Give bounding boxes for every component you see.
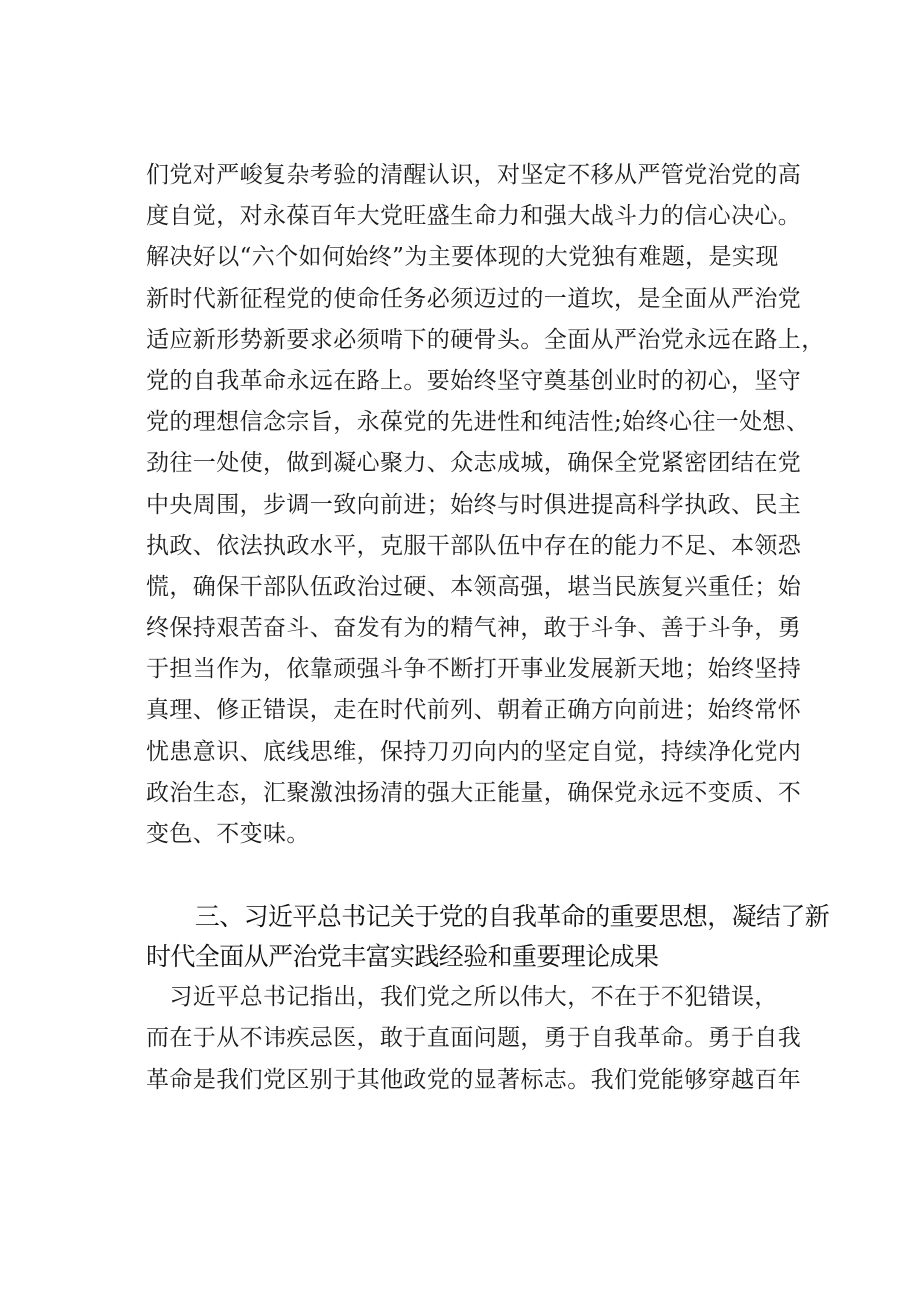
text-line: 慌，确保干部队伍政治过硬、本领高强，堪当民族复兴重任；始 [146,573,802,600]
paragraph-continued [146,155,825,855]
text-line: 终保持艰苦奋斗、奋发有为的精气神，敢于斗争、善于斗争，勇 [146,615,802,642]
text-line: 变色、不变味。 [146,821,310,847]
text-line: 执政、依法执政水平，克服干部队伍中存在的能力不足、本领恐 [146,532,802,559]
text-line: 而在于从不讳疾忌医，敢于直面问题，勇于自我革命。勇于自我 [146,1025,802,1052]
text-line: 新时代新征程党的使命任务必须迈过的一道坎，是全面从严治党 [146,285,802,312]
heading-line: 时代全面从严治党丰富实践经验和重要理论成果 [146,942,659,971]
text-line: 于担当作为，依靠顽强斗争不断打开事业发展新天地；始终坚持 [146,656,802,683]
text-line: 革命是我们党区别于其他政党的显著标志。我们党能够穿越百年 [146,1066,802,1093]
text-line: 政治生态，汇聚激浊扬清的强大正能量，确保党永远不变质、不 [146,779,802,806]
text-line: 真理、修正错误，走在时代前列、朝着正确方向前进；始终常怀 [146,697,802,724]
text-line: 党的自我革命永远在路上。要始终坚守奠基创业时的初心，坚守 [146,367,802,394]
text-line: 劲往一处使，做到凝心聚力、众志成城，确保全党紧密团结在党 [146,450,802,477]
section-heading [146,897,830,977]
text-line: 们党对严峻复杂考验的清醒认识，对坚定不移从严管党治党的高 [146,162,802,188]
text-line: 中央周围，步调一致向前进；始终与时俱进提高科学执政、民主 [146,491,802,518]
text-line: 党的理想信念宗旨，永葆党的先进性和纯洁性;始终心往一处想、 [146,409,810,436]
heading-line: 三、习近平总书记关于党的自我革命的重要思想，凝结了新 [146,902,830,931]
text-line: 忧患意识、底线思维，保持刀刃向内的坚定自觉，持续净化党内 [146,738,802,765]
text-line: 适应新形势新要求必须啃下的硬骨头。全面从严治党永远在路上， [146,326,825,353]
paragraph-next [146,977,806,1101]
text-line: 度自觉，对永葆百年大党旺盛生命力和强大战斗力的信心决心。 [146,203,802,230]
text-line: 解决好以“六个如何始终”为主要体现的大党独有难题，是实现 [146,244,779,271]
text-line: 习近平总书记指出，我们党之所以伟大，不在于不犯错误， [146,984,778,1010]
